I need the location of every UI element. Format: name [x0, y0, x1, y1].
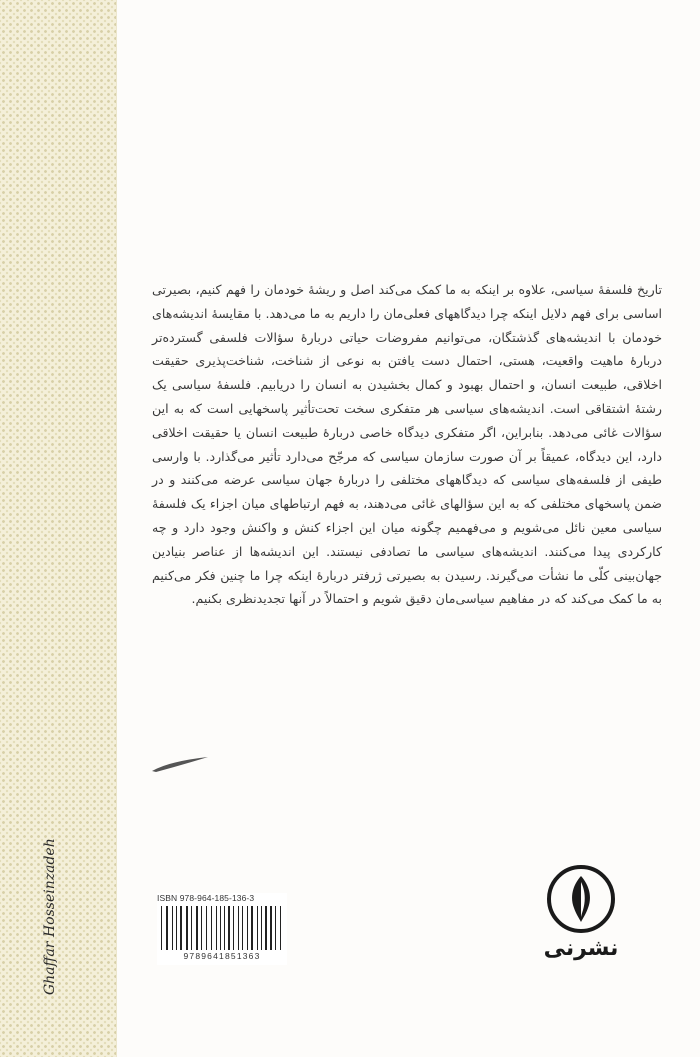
ornament-swash	[150, 755, 210, 775]
barcode-block	[157, 893, 287, 965]
barcode-bar	[251, 906, 253, 950]
blurb-text: تاریخ فلسفهٔ سیاسی، علاوه بر اینکه به ما کمک می‌کند اصل و ریشهٔ خودمان را فهم کنیم، بصیرتی اساسی برای فهم دلایل اینکه چرا دیدگاههای فعلی‌مان را داریم به ما می‌دهد. با مقایسهٔ اندیشه‌های خودمان با اندیشه‌های گذشتگان، می‌توانیم مفروضات حیاتی دربارهٔ سؤالات فلسفی گسترده‌تر دربارهٔ ماهیت واقعیت، هستی، احتمال دست یافتن به نوعی از شناخت، شناخت‌پذیری حقیقت اخلاقی، طبیعت انسان، و احتمال بهبود و کمال بخشیدن به انسان را دریابیم. فلسفهٔ سیاسی یک رشتهٔ اشتقاقی است. اندیشه‌های سیاسی هر متفکری سخت تحت‌تأثیر پاسخهایی است که به این سؤالات غائی می‌دهد. بنابراین، اگر متفکری دیدگاه خاصی دربارهٔ طبیعت انسان یا حقیقت اخلاقی دارد، این دیدگاه، عمیقاً بر آن صورت سازمان سیاسی که مرجّح می‌دارد تأثیر می‌گذارد. با وارسی طیفی از فلسفه‌های سیاسی که دیدگاههای مختلفی را دربارهٔ جهان سیاسی عرضه می‌کنند و در ضمن پاسخهای مختلفی که به این سؤالهای غائی می‌دهند، به فهم ارتباطهای میان اجزاء یک فلسفهٔ سیاسی معین نائل می‌شویم و می‌فهمیم چگونه میان این اجزاء کنش و واکنش وجود دارد و چه کارکردی پیدا می‌کنند. اندیشه‌های سیاسی ما تصادفی نیستند. این اندیشه‌ها از عناصر بنیادین جهان‌بینی کلّی ما نشأت می‌گیرند. رسیدن به بصیرتی ژرفتر دربارهٔ اینکه چرا ما چنین فکر می‌کنیم به ما کمک می‌کند که در مفاهیم سیاسی‌مان دقیق شویم و احتمالاً در آنها تجدیدنظری بکنیم.	[152, 282, 662, 607]
barcode-bar	[224, 906, 225, 950]
publisher	[538, 864, 624, 961]
barcode-bar	[280, 906, 281, 950]
barcode-bar	[201, 906, 202, 950]
barcode-bar	[247, 906, 248, 950]
barcode-bar	[257, 906, 258, 950]
barcode	[159, 906, 285, 950]
barcode-bar	[166, 906, 168, 950]
barcode-bar	[206, 906, 207, 950]
barcode-bar	[220, 906, 221, 950]
back-cover-blurb	[152, 278, 662, 611]
barcode-bar	[161, 906, 162, 950]
barcode-bar	[242, 906, 243, 950]
barcode-bar	[196, 906, 198, 950]
barcode-bar	[261, 906, 262, 950]
barcode-bar	[270, 906, 272, 950]
barcode-bar	[186, 906, 188, 950]
barcode-bar	[211, 906, 212, 950]
barcode-bar	[216, 906, 217, 950]
barcode-bar	[180, 906, 182, 950]
barcode-bar	[228, 906, 230, 950]
barcode-bar	[238, 906, 239, 950]
publisher-logo-icon	[546, 864, 616, 934]
barcode-bar	[275, 906, 276, 950]
barcode-bar	[172, 906, 173, 950]
barcode-bar	[176, 906, 177, 950]
barcode-bar	[233, 906, 234, 950]
barcode-bar	[191, 906, 192, 950]
isbn-text: ISBN 978-964-185-136-3	[157, 893, 255, 903]
barcode-bar	[265, 906, 267, 950]
signature: Ghaffar Hosseinzadeh	[42, 838, 58, 995]
publisher-name: نشرنی	[543, 936, 619, 961]
barcode-number: 9789641851363	[183, 951, 261, 961]
